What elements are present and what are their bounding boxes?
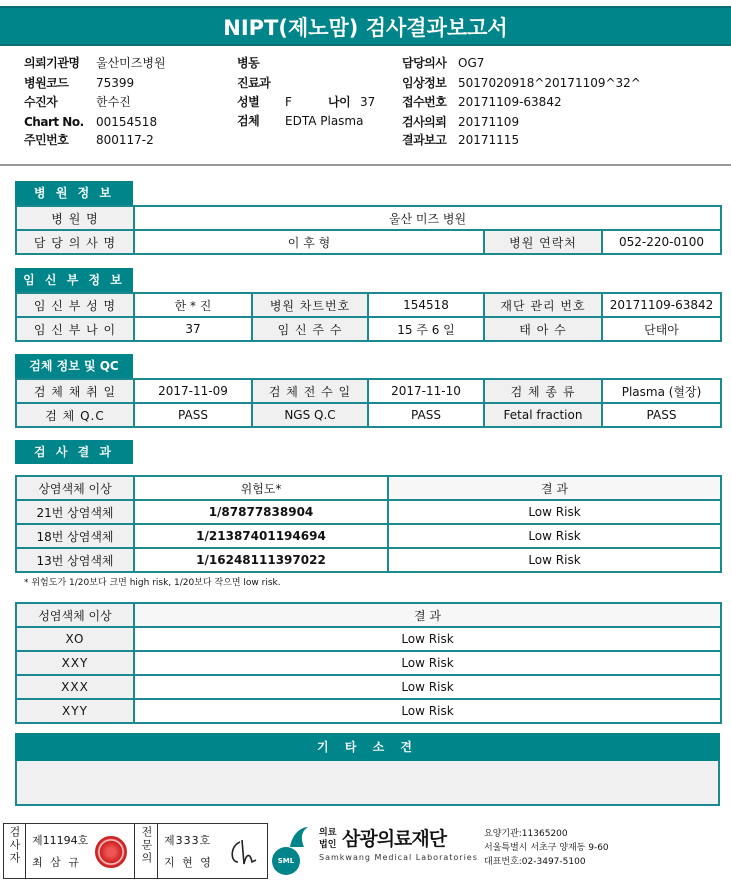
- label-fetus-count: 태 아 수: [484, 317, 602, 341]
- label-id-number: 주민번호: [24, 133, 69, 147]
- header-autosome: 상염색체 이상: [16, 476, 134, 500]
- value-patient: 한수진: [96, 95, 131, 109]
- label-specimen-type: 검 체 종 류: [484, 379, 602, 403]
- row-label: XYY: [16, 699, 134, 723]
- org-prefix-1: 의료: [319, 828, 337, 838]
- label-report-date: 결과보고: [402, 133, 447, 147]
- value-age: 37: [360, 95, 376, 109]
- label-hospital-contact: 병원 연락처: [484, 230, 602, 254]
- section-results: 검 사 결 과: [15, 440, 133, 464]
- risk-note: * 위험도가 1/20보다 크면 high risk, 1/20보다 작으면 low risk.: [24, 578, 281, 588]
- header-result: 결 과: [388, 476, 721, 500]
- value-pregnant-age: 37: [134, 317, 252, 341]
- table-row: [16, 548, 721, 572]
- row-label: XXY: [16, 651, 134, 675]
- label-tester: 검사자: [8, 826, 21, 865]
- specialist-license: 제333호: [164, 834, 212, 847]
- header-sex-result: 결 과: [134, 603, 721, 627]
- value-id-number: 800117-2: [96, 133, 154, 147]
- row-result: Low Risk: [388, 524, 721, 548]
- row-result: Low Risk: [388, 548, 721, 572]
- row-risk: 1/16248111397022: [134, 548, 388, 572]
- specialist-name: 지 현 영: [164, 856, 213, 869]
- table-row: [16, 627, 721, 651]
- label-receipt-no: 접수번호: [402, 95, 447, 109]
- label-institution: 의뢰기관명: [24, 56, 80, 70]
- logo-badge: SML: [272, 847, 300, 875]
- value-transfer-date: 2017-11-10: [368, 379, 484, 403]
- row-result: Low Risk: [134, 651, 721, 675]
- row-label: XXX: [16, 675, 134, 699]
- hospital-table: [15, 205, 722, 255]
- seal-stamp-icon: [95, 836, 127, 868]
- value-doctor-name: 이 후 형: [134, 230, 484, 254]
- value-fetus-count: 단태아: [602, 317, 721, 341]
- signature-box: [3, 823, 268, 879]
- label-pregnant-age: 임 신 부 나 이: [16, 317, 134, 341]
- row-risk: 1/21387401194694: [134, 524, 388, 548]
- row-result: Low Risk: [134, 627, 721, 651]
- label-request-date: 검사의뢰: [402, 115, 447, 129]
- section-hospital-info: 병 원 정 보: [15, 181, 133, 205]
- label-ngs-qc: NGS Q.C: [252, 403, 368, 427]
- pregnant-table: [15, 292, 722, 342]
- table-row: [16, 524, 721, 548]
- value-ngs-qc: PASS: [368, 403, 484, 427]
- value-chart-number: 154518: [368, 293, 484, 317]
- row-label: XO: [16, 627, 134, 651]
- row-label: 18번 상염색체: [16, 524, 134, 548]
- label-specialist: 전문의: [140, 826, 153, 865]
- organization-block: [272, 823, 731, 879]
- value-specimen-qc: PASS: [134, 403, 252, 427]
- org-name: 삼광의료재단: [342, 828, 447, 850]
- row-result: Low Risk: [388, 500, 721, 524]
- label-doctor-name: 담 당 의 사 명: [16, 230, 134, 254]
- label-gestation-weeks: 임 신 주 수: [252, 317, 368, 341]
- report-title: NIPT(제노맘) 검사결과보고서: [0, 6, 731, 46]
- value-hospital-name: 울산 미즈 병원: [134, 206, 721, 230]
- row-result: Low Risk: [134, 699, 721, 723]
- other-remarks-header: 기 타 소 견: [15, 733, 720, 761]
- value-doctor: OG7: [458, 56, 485, 70]
- row-result: Low Risk: [134, 675, 721, 699]
- label-age: 나이: [328, 95, 351, 109]
- label-doctor: 담당의사: [402, 56, 447, 70]
- org-prefix-2: 법인: [319, 840, 337, 850]
- value-clinical-info: 5017020918^20171109^32^: [458, 76, 641, 90]
- label-ward: 병동: [237, 56, 260, 70]
- value-request-date: 20171109: [458, 115, 520, 129]
- label-patient: 수진자: [24, 95, 58, 109]
- table-row: [16, 699, 721, 723]
- specimen-table: [15, 378, 722, 428]
- value-institution: 울산미즈병원: [96, 56, 166, 70]
- label-hospital-name: 병 원 명: [16, 206, 134, 230]
- value-fetal-fraction: PASS: [602, 403, 721, 427]
- org-code: 요양기관:11365200: [484, 829, 568, 839]
- table-row: [16, 651, 721, 675]
- patient-header: [0, 48, 731, 166]
- label-collection-date: 검 체 채 취 일: [16, 379, 134, 403]
- label-foundation-number: 재단 관리 번호: [484, 293, 602, 317]
- section-pregnant-info: 임 신 부 정 보: [15, 268, 133, 292]
- table-row: [16, 500, 721, 524]
- value-report-date: 20171115: [458, 133, 520, 147]
- org-english-name: Samkwang Medical Laboratories: [319, 853, 478, 862]
- value-foundation-number: 20171109-63842: [602, 293, 721, 317]
- logo-wave-icon: [286, 825, 312, 849]
- org-phone: 대표번호:02-3497-5100: [484, 857, 586, 867]
- label-transfer-date: 검 체 전 수 일: [252, 379, 368, 403]
- label-hospital-code: 병원코드: [24, 76, 69, 90]
- tester-name: 최 삼 규: [32, 856, 81, 869]
- value-gestation-weeks: 15 주 6 일: [368, 317, 484, 341]
- value-hospital-code: 75399: [96, 76, 135, 90]
- signature-icon: [226, 836, 262, 868]
- autosome-table: [15, 475, 722, 573]
- header-risk: 위험도*: [134, 476, 388, 500]
- other-remarks-body: [15, 761, 720, 806]
- value-specimen: EDTA Plasma: [285, 114, 364, 128]
- value-pregnant-name: 한 * 진: [134, 293, 252, 317]
- value-chart-no: 00154518: [96, 115, 158, 129]
- label-chart-number: 병원 차트번호: [252, 293, 368, 317]
- value-receipt-no: 20171109-63842: [458, 95, 562, 109]
- row-label: 13번 상염색체: [16, 548, 134, 572]
- row-risk: 1/87877838904: [134, 500, 388, 524]
- label-specimen-qc: 검 체 Q.C: [16, 403, 134, 427]
- value-hospital-contact: 052-220-0100: [602, 230, 721, 254]
- label-clinical-info: 임상정보: [402, 76, 447, 90]
- value-collection-date: 2017-11-09: [134, 379, 252, 403]
- org-address: 서울특별시 서초구 양재동 9-60: [484, 843, 609, 853]
- label-sex: 성별: [237, 95, 260, 109]
- value-specimen-type: Plasma (혈장): [602, 379, 721, 403]
- tester-license: 제11194호: [32, 834, 89, 847]
- label-specimen: 검체: [237, 114, 260, 128]
- value-sex: F: [285, 95, 292, 109]
- label-department: 진료과: [237, 76, 271, 90]
- label-chart-no: Chart No.: [24, 115, 84, 129]
- section-specimen-qc: 검체 정보 및 QC: [15, 354, 133, 378]
- header-sex-chromosome: 성염색체 이상: [16, 603, 134, 627]
- table-row: [16, 675, 721, 699]
- label-fetal-fraction: Fetal fraction: [484, 403, 602, 427]
- row-label: 21번 상염색체: [16, 500, 134, 524]
- sex-chromosome-table: [15, 602, 722, 724]
- label-pregnant-name: 임 신 부 성 명: [16, 293, 134, 317]
